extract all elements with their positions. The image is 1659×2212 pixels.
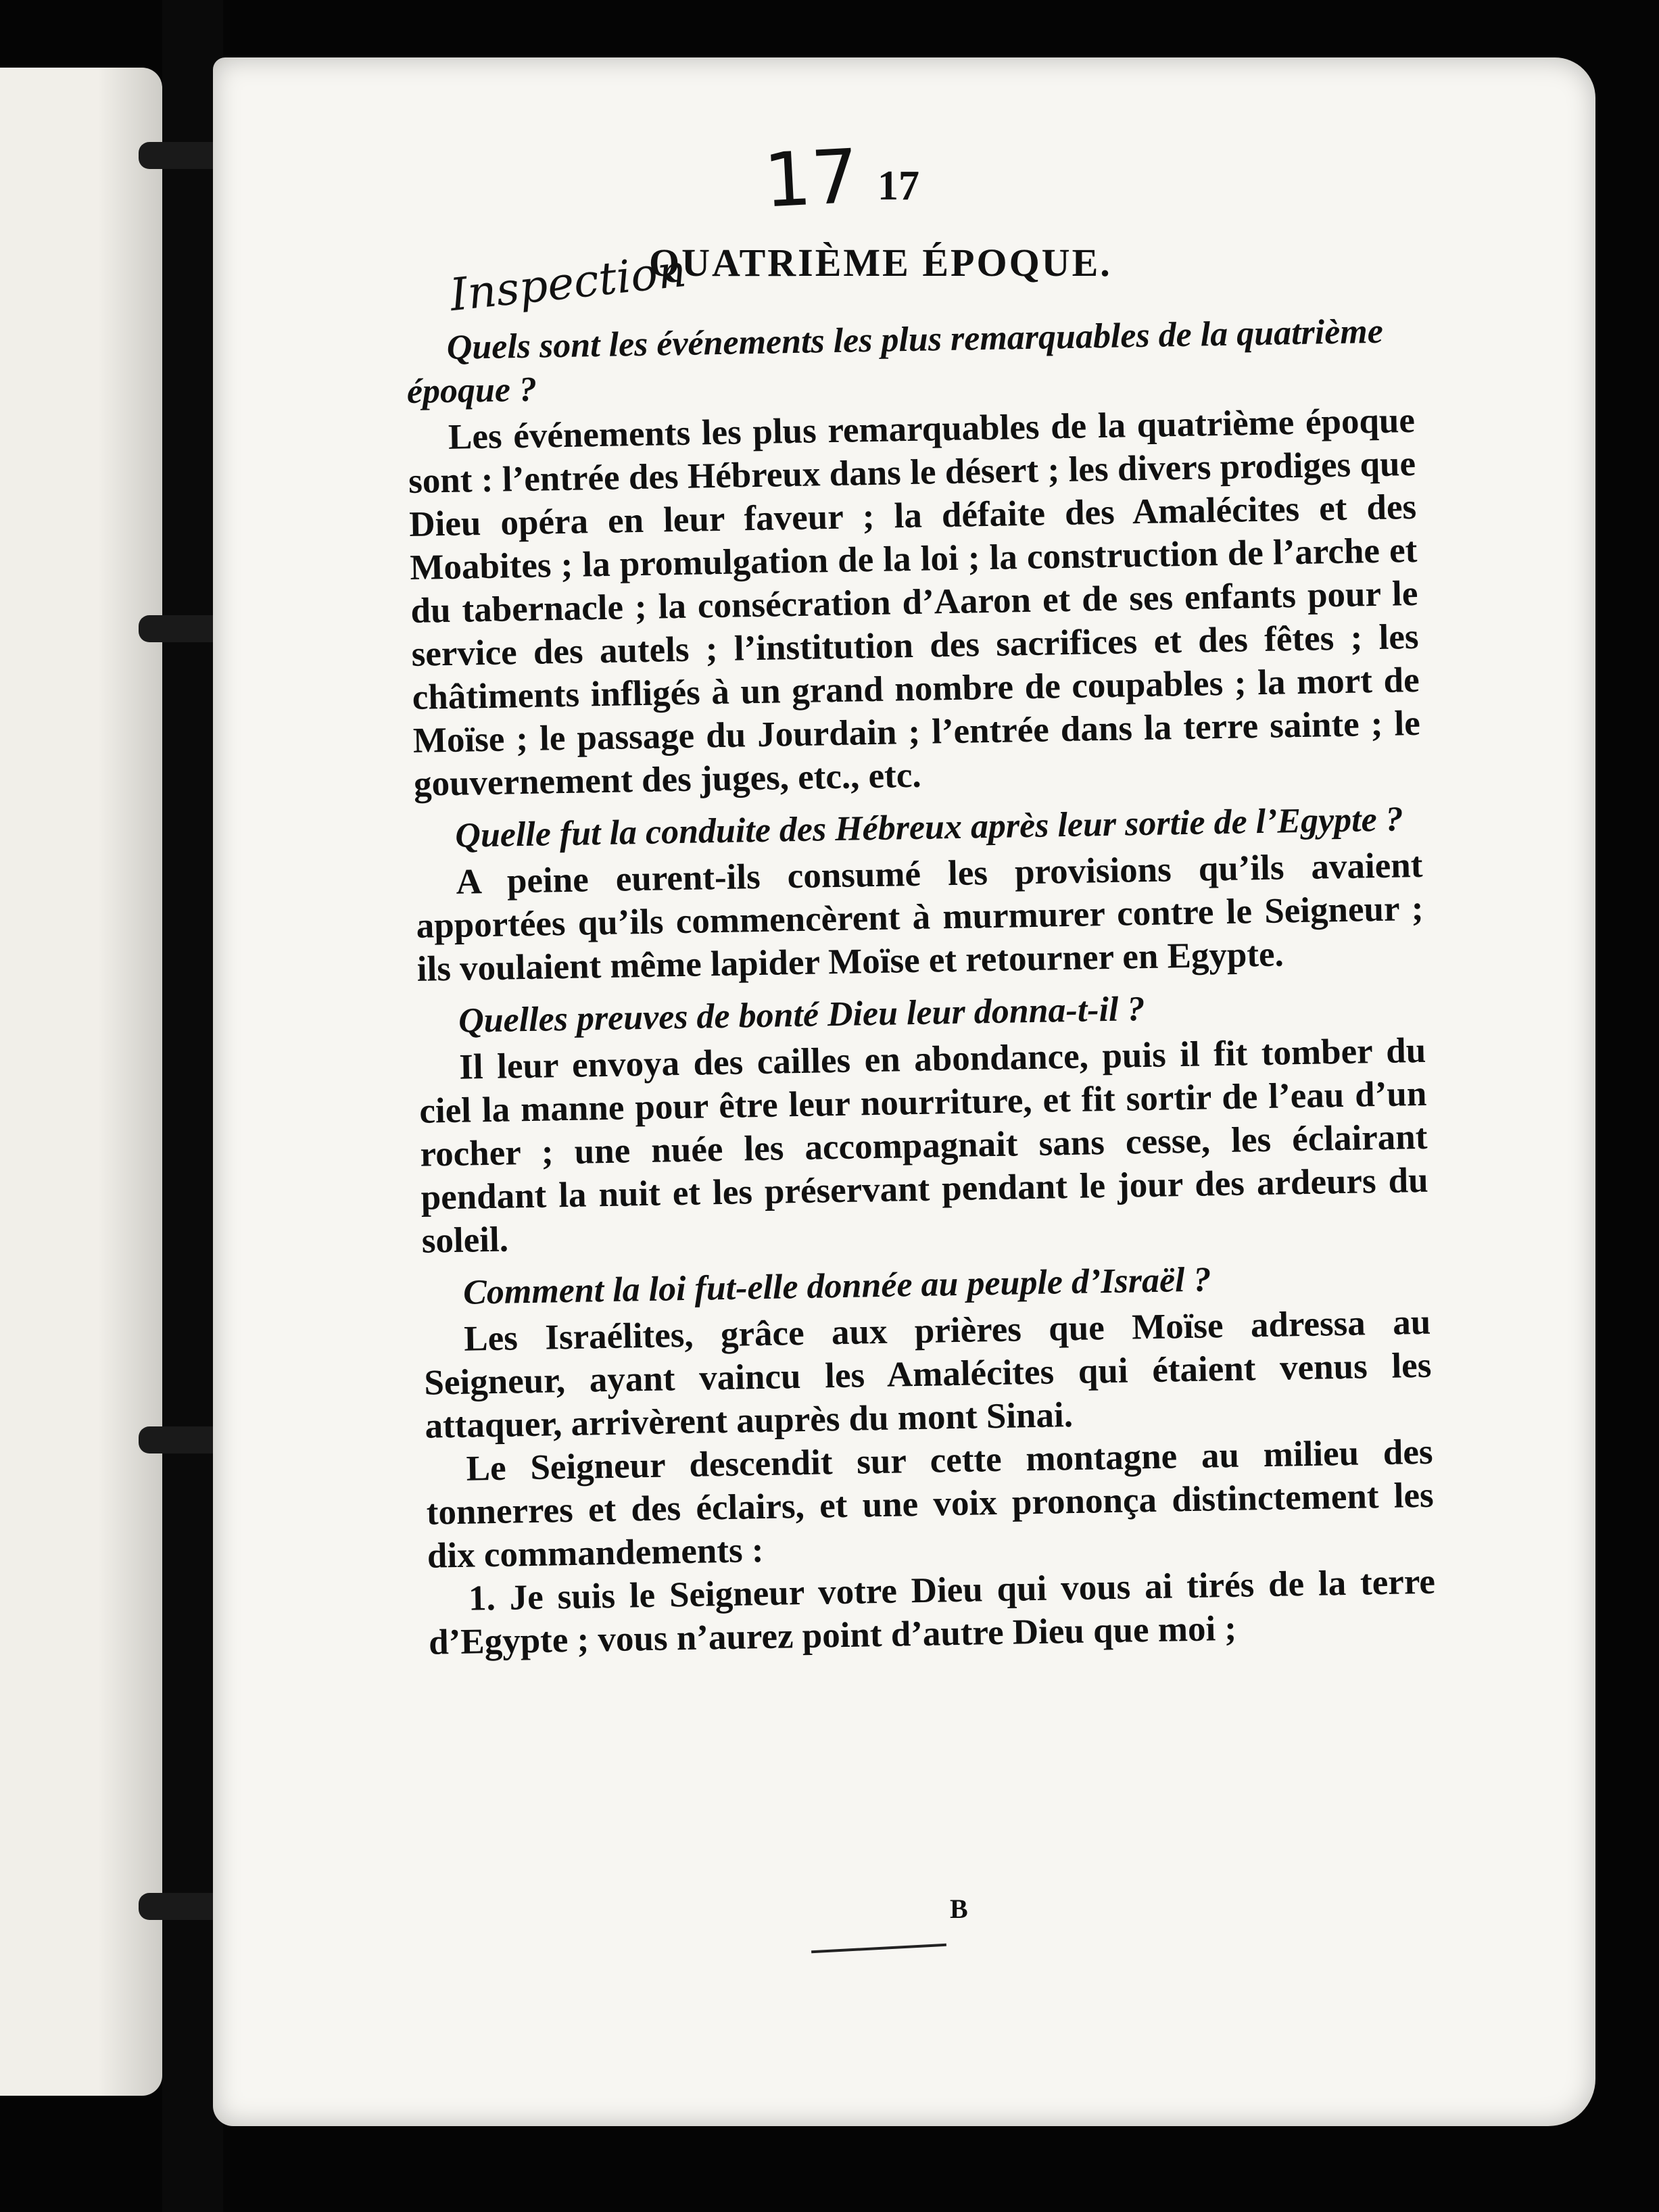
commandment-1: 1. Je suis le Seigneur votre Dieu qui vous ai tirés de la terre d’Egypte ; vous n’aurez point d’autre Dieu que moi ; <box>428 1562 1436 1662</box>
signature-mark: B <box>950 1894 968 1924</box>
handwritten-annotation: Inspection <box>447 244 689 322</box>
answer-4: Les Israélites, grâce aux prières que Moïse adressa au Seigneur, ayant vaincu les Amalécites qui étaient venus les attaquer, arrivèrent auprès du mont Sinai. <box>423 1302 1432 1446</box>
facing-page-fragment <box>0 68 162 2096</box>
question-1: Quels sont les événements les plus remarquables de la quatrième époque ? <box>406 312 1384 411</box>
question-3: Quelles preuves de bonté Dieu leur donna-t-il ? <box>458 990 1145 1040</box>
section-heading: QUATRIÈME ÉPOQUE. <box>649 241 1112 285</box>
answer-3: Il leur envoya des cailles en abondance, puis il fit tomber du ciel la manne pour être leur nourriture, et fit sortir de l’eau d’un rocher ; une nuée les accompagnait sans cesse, les éclairant pendant la nuit et les préservant pendant le jour des ardeurs du soleil. <box>418 1030 1429 1261</box>
page-body <box>406 300 1437 1664</box>
question-4: Comment la loi fut-elle donnée au peuple d’Israël ? <box>462 1260 1211 1312</box>
answer-1: Les événements les plus remarquables de la quatrième époque sont : l’entrée des Hébreux dans le désert ; les divers prodiges que Dieu opéra en leur faveur ; la défaite des Amalécites et des Moabites ; la promulgation de la loi ; la construction de l’arche et du tabernacle ; la consécration d’Aaron et de ses enfants pour le service des autels ; l’institution des sacrifices et des fêtes ; les châtiments infligés à un grand nombre de coupables ; la mort de Moïse ; le passage du Jourdain ; l’entrée dans la terre sainte ; le gouvernement des juges, etc., etc. <box>408 400 1421 804</box>
answer-4-continued: Le Seigneur descendit sur cette montagne au milieu des tonnerres et des éclairs, et une voix prononça distinctement les dix commandements : <box>426 1432 1435 1576</box>
answer-2: A peine eurent-ils consumé les provisions qu’ils avaient apportées qu’ils commencèrent à murmurer contre le Seigneur ; ils voulaient même lapider Moïse et retourner en Egypte. <box>416 845 1424 989</box>
page-number: 17 <box>877 163 919 209</box>
question-2: Quelle fut la conduite des Hébreux après leur sortie de l’Egypte ? <box>454 800 1404 855</box>
handwritten-page-number: 17 <box>761 133 861 224</box>
